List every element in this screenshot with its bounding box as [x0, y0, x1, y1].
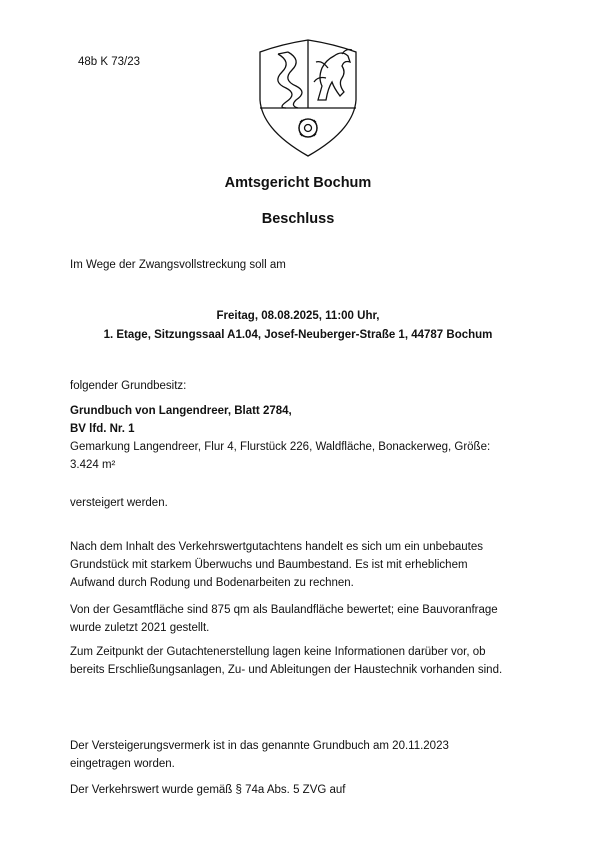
auction-date-time: Freitag, 08.08.2025, 11:00 Uhr,: [216, 310, 380, 322]
court-name: Amtsgericht Bochum: [224, 175, 372, 191]
paragraph-line: bereits Erschließungsanlagen, Zu- und Ableitungen der Haustechnik vorhanden sind.: [70, 664, 503, 676]
paragraph-line: Nach dem Inhalt des Verkehrswertgutachtens handelt es sich um ein unbebautes: [70, 541, 483, 553]
coat-of-arms-emblem: [256, 38, 360, 158]
inventory-number: BV lfd. Nr. 1: [70, 423, 135, 435]
decision-title: Beschluss: [261, 211, 335, 227]
auction-location: 1. Etage, Sitzungssaal A1.04, Josef-Neuberger-Straße 1, 44787 Bochum: [103, 329, 493, 341]
paragraph-line: Der Versteigerungsvermerk ist in das genannte Grundbuch am 20.11.2023: [70, 740, 449, 752]
file-number: 48b K 73/23: [78, 56, 141, 68]
paragraph-line: eingetragen worden.: [70, 758, 175, 770]
paragraph-line: Zum Zeitpunkt der Gutachtenerstellung lagen keine Informationen darüber vor, ob: [70, 646, 486, 658]
property-intro: folgender Grundbesitz:: [70, 380, 187, 392]
parcel-line: Gemarkung Langendreer, Flur 4, Flurstück 226, Waldfläche, Bonackerweg, Größe:: [70, 441, 491, 453]
paragraph-line: Der Verkehrswert wurde gemäß § 74a Abs. 5 ZVG auf: [70, 784, 346, 796]
parcel-line: 3.424 m²: [70, 459, 116, 471]
paragraph-line: Aufwand durch Rodung und Bodenarbeiten zu rechnen.: [70, 577, 354, 589]
paragraph-line: Grundstück mit starkem Überwuchs und Baumbestand. Es ist mit erheblichem: [70, 559, 468, 571]
paragraph-line: Von der Gesamtfläche sind 875 qm als Baulandfläche bewertet; eine Bauvoranfrage: [70, 604, 498, 616]
auctioned-text: versteigert werden.: [70, 497, 168, 509]
intro-text: Im Wege der Zwangsvollstreckung soll am: [70, 259, 286, 271]
land-register: Grundbuch von Langendreer, Blatt 2784,: [70, 405, 292, 417]
paragraph-line: wurde zuletzt 2021 gestellt.: [70, 622, 210, 634]
